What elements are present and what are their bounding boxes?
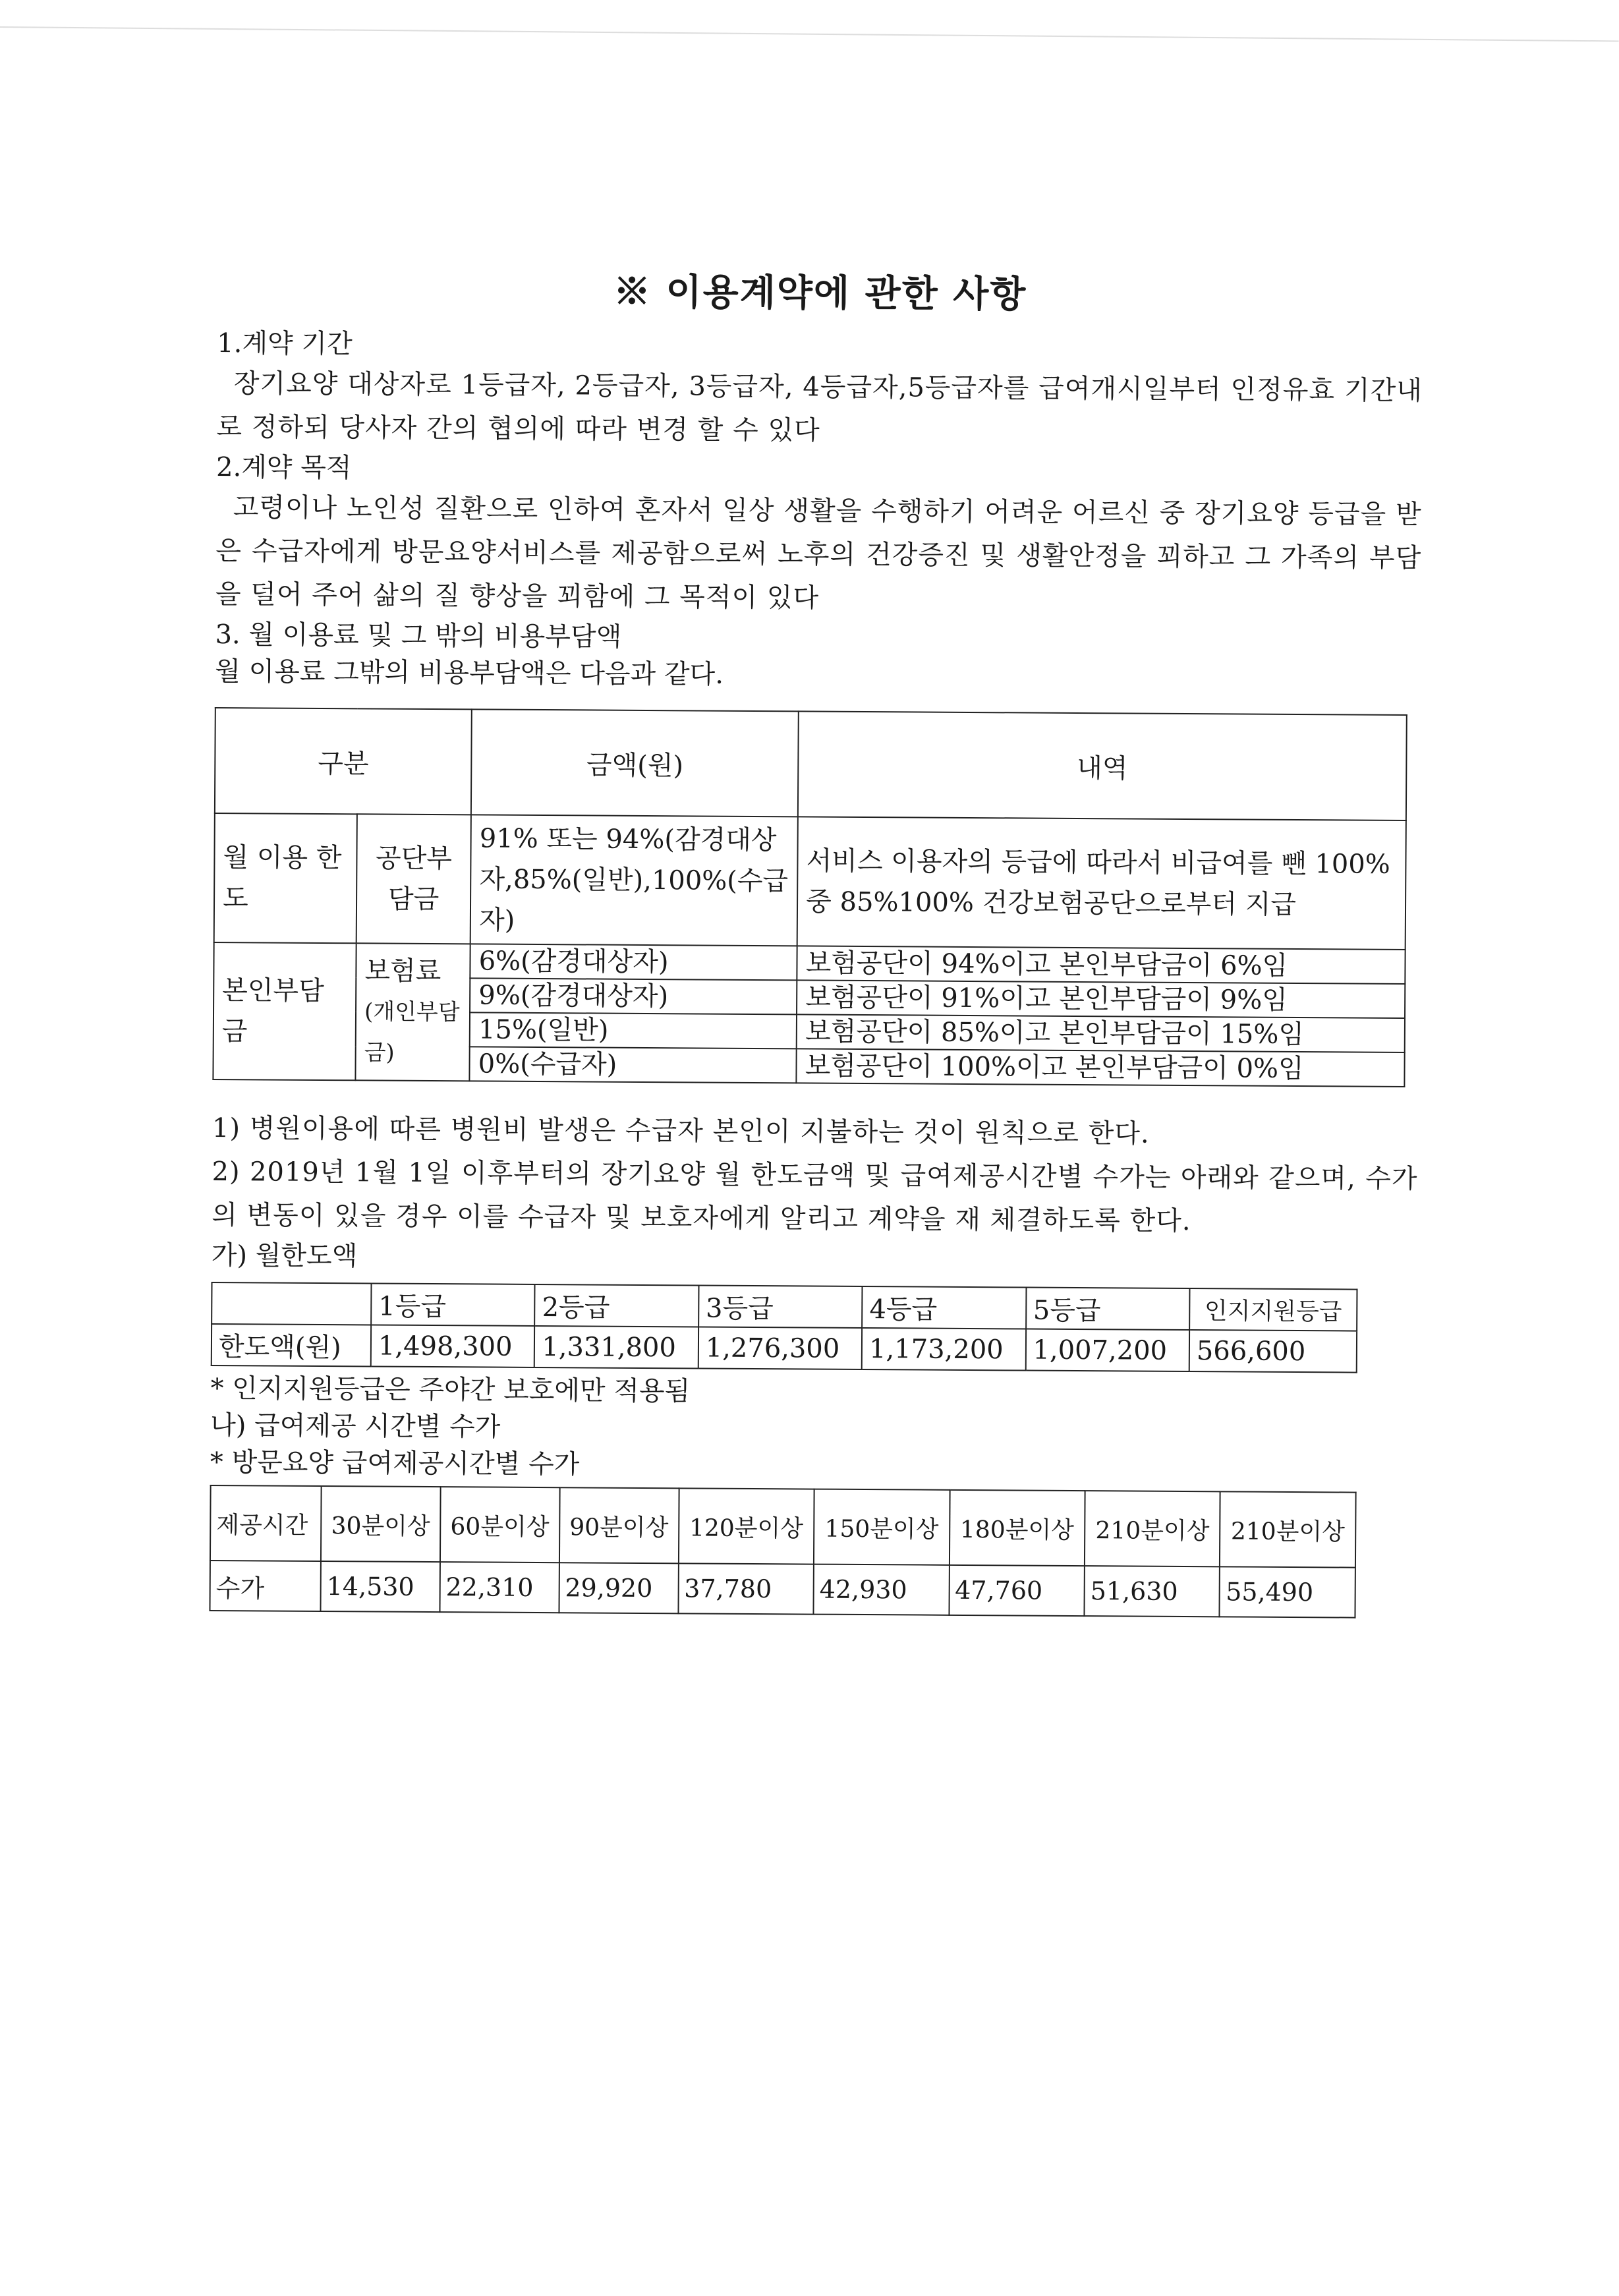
- cost-header-detail: 내역: [798, 711, 1407, 820]
- section3-intro: 월 이용료 그밖의 비용부담액은 다음과 같다.: [215, 656, 724, 690]
- fee-table: [209, 1485, 1356, 1619]
- limit-header-row: [212, 1282, 1357, 1331]
- limit-value-cell: 1,173,200: [862, 1328, 1026, 1371]
- limit-value-cell: 1,331,800: [534, 1326, 698, 1369]
- cost-item-insurance: [355, 943, 470, 1081]
- fee-value-row: [210, 1561, 1355, 1618]
- cost-group-self: 본인부담금: [213, 942, 356, 1080]
- fee-value-cell: 51,630: [1084, 1566, 1220, 1617]
- note-1: 1) 병원이용에 따른 병원비 발생은 수급자 본인이 지불하는 것이 원칙으로 한다.: [212, 1112, 1150, 1149]
- note-na: 나) 급여제공 시간별 수가: [210, 1410, 501, 1443]
- limit-header-cell: 5등급: [1026, 1288, 1190, 1331]
- cost-detail-line: 보험공단이 91%이고 본인부담금이 9%임: [797, 980, 1405, 1018]
- cost-group-limit: 월 이용 한도: [214, 813, 357, 943]
- fee-row-label: 수가: [210, 1561, 320, 1611]
- scan-edge-line: [0, 0, 1619, 42]
- cost-amount-line: 0%(수급자): [470, 1047, 797, 1083]
- fee-header-cell: 30분이상: [321, 1486, 441, 1562]
- cost-item-public: 공단부담금: [356, 814, 471, 944]
- limit-value-cell: 1,276,300: [698, 1327, 863, 1369]
- note-2: 2) 2019년 1월 1일 이후부터의 장기요양 월 한도금액 및 급여제공시간별 수가는 아래와 같으며, 수가의 변동이 있을 경우 이를 수급자 및 보호자에게 알리고 계약을 재 체결하도록 한다.: [212, 1156, 1418, 1237]
- cost-header-amount: 금액(원): [471, 709, 799, 817]
- limit-value-cell: 1,007,200: [1025, 1329, 1189, 1372]
- fee-value-cell: 22,310: [440, 1562, 559, 1613]
- fee-header-label: 제공시간: [210, 1485, 322, 1561]
- fee-value-cell: 42,930: [813, 1564, 949, 1615]
- cost-amount-line: 6%(감경대상자): [470, 944, 797, 980]
- fee-value-cell: 37,780: [678, 1563, 814, 1614]
- document-page: [209, 260, 1423, 1619]
- cost-row-limit: [214, 813, 1406, 950]
- cost-amount-public: 91% 또는 94%(감경대상자,85%(일반),100%(수급자): [470, 815, 798, 946]
- cost-detail-public: 서비스 이용자의 등급에 따라서 비급여를 뺀 100%중 85%100% 건강보험공단으로부터 지급: [797, 817, 1406, 950]
- cost-detail-line: 보험공단이 100%이고 본인부담금이 0%임: [797, 1048, 1405, 1087]
- fee-value-cell: 29,920: [559, 1563, 678, 1613]
- note-star-1: * 인지지원등급은 주야간 보호에만 적용됨: [210, 1373, 691, 1407]
- note-ga: 가) 월한도액: [211, 1240, 358, 1272]
- limit-value-cell: 566,600: [1189, 1330, 1357, 1373]
- section2-heading: 2.계약 목적: [215, 451, 352, 484]
- cost-detail-line: 보험공단이 85%이고 본인부담금이 15%임: [797, 1014, 1405, 1052]
- cost-amount-line: 9%(감경대상자): [470, 978, 797, 1014]
- section2-body: 고령이나 노인성 질환으로 인하여 혼자서 일상 생활을 수행하기 어려운 어르신 중 장기요양 등급을 받은 수급자에게 방문요양서비스를 제공함으로써 노후의 건강증진 및 생활안정을 꾀하고 그 가족의 부담을 덜어 주어 삶의 질 향상을 꾀함에 그 목적이 있다: [215, 492, 1422, 614]
- limit-table: [211, 1282, 1358, 1373]
- fee-header-cell: 120분이상: [678, 1488, 814, 1564]
- notes-block: [212, 1106, 1419, 1281]
- limit-header-cell: 2등급: [535, 1284, 699, 1327]
- limit-header-cell: 4등급: [862, 1286, 1026, 1329]
- cost-table: [212, 707, 1407, 1087]
- note-star-2: * 방문요양 급여제공시간별 수가: [210, 1447, 580, 1480]
- cost-item-insurance-label: 보험료: [364, 956, 441, 987]
- section1-heading: 1.계약 기간: [217, 328, 353, 360]
- cost-row-self-1: [213, 942, 1405, 984]
- limit-header-cell: 인지지원등급: [1189, 1288, 1357, 1331]
- fee-value-cell: 47,760: [949, 1565, 1085, 1616]
- fee-header-cell: 60분이상: [440, 1487, 560, 1563]
- cost-amount-line: 15%(일반): [470, 1012, 797, 1048]
- cost-table-header-row: [215, 708, 1407, 820]
- cost-header-category: 구분: [215, 708, 472, 815]
- section1-body: 장기요양 대상자로 1등급자, 2등급자, 3등급자, 4등급자,5등급자를 급여개시일부터 인정유효 기간내 로 정하되 당사자 간의 협의에 따라 변경 할 수 있다: [216, 368, 1423, 446]
- cost-item-insurance-sub: (개인부담금): [364, 998, 460, 1066]
- page-title: ※ 이용계약에 관한 사항: [613, 270, 1027, 316]
- fee-header-cell: 90분이상: [559, 1487, 679, 1563]
- limit-value-cell: 1,498,300: [371, 1325, 535, 1367]
- section3-heading: 3. 월 이용료 및 그 밖의 비용부담액: [215, 619, 622, 652]
- cost-detail-line: 보험공단이 94%이고 본인부담금이 6%임: [797, 946, 1406, 984]
- limit-row-label: 한도액(원): [212, 1324, 371, 1366]
- limit-header-cell: 3등급: [698, 1285, 863, 1328]
- fee-value-cell: 55,490: [1220, 1566, 1355, 1617]
- fee-header-cell: 180분이상: [949, 1490, 1085, 1566]
- fee-value-cell: 14,530: [320, 1561, 440, 1612]
- limit-header-cell: 1등급: [371, 1283, 535, 1326]
- fee-header-cell: 210분이상: [1085, 1491, 1220, 1566]
- fee-header-cell: 210분이상: [1220, 1491, 1355, 1567]
- limit-value-row: [212, 1324, 1357, 1373]
- fee-header-row: [210, 1485, 1356, 1568]
- limit-header-cell: [212, 1282, 371, 1325]
- fee-header-cell: 150분이상: [814, 1489, 950, 1565]
